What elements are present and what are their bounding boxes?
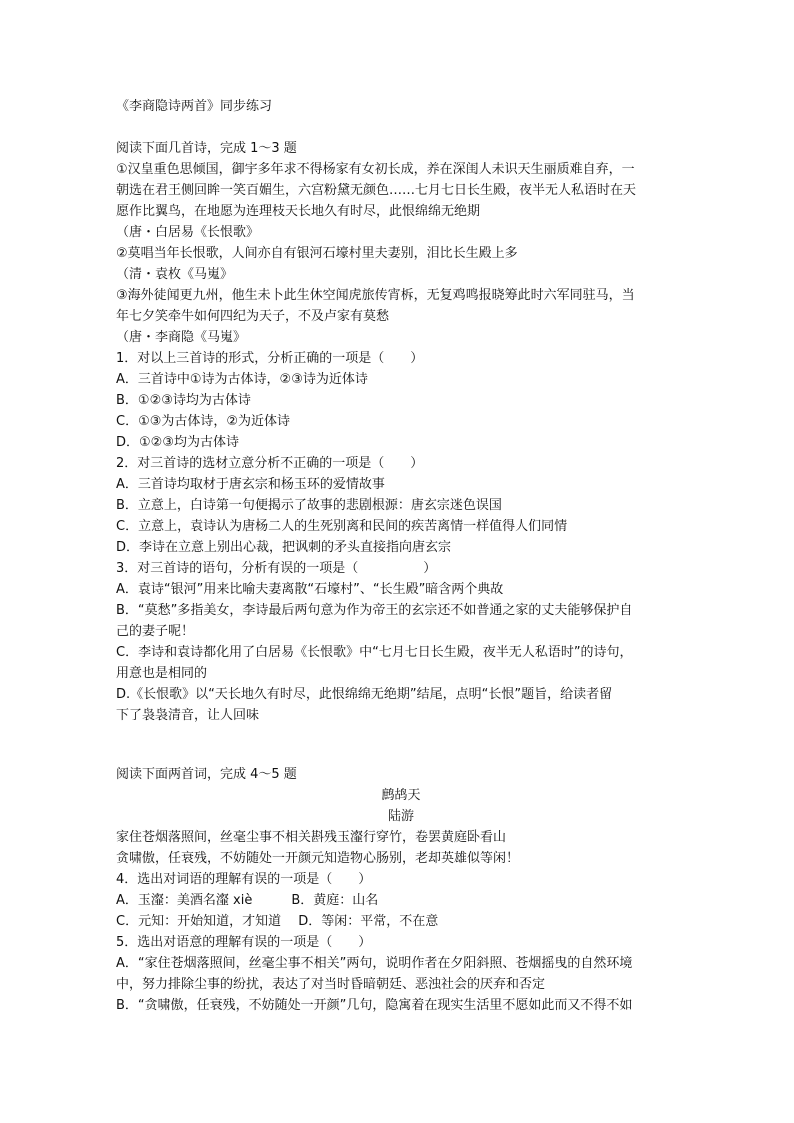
question-3-option: A．袁诗“银河”用来比喻夫妻离散“石壕村”、“长生殿”暗含两个典故 bbox=[116, 582, 504, 597]
question-1-stem: 1．对以上三首诗的形式，分析正确的一项是（ ） bbox=[116, 351, 424, 366]
question-4-options: A．玉瀣：美酒名瀣 xiè B．黄庭：山名 bbox=[116, 893, 379, 908]
question-1-option: B．①②③诗均为古体诗 bbox=[116, 393, 251, 408]
poem3-source: （唐・李商隐《马嵬》 bbox=[116, 330, 247, 345]
question-3-option: C．李诗和袁诗都化用了白居易《长恨歌》中“七月七日长生殿，夜半无人私语时”的诗句， bbox=[116, 645, 633, 660]
question-1-option: D．①②③均为古体诗 bbox=[116, 435, 239, 450]
question-3-option: D.《长恨歌》以“天长地久有时尽，此恨绵绵无绝期”结尾，点明“长恨”题旨，给读者留 bbox=[116, 687, 613, 702]
poem-line: 家住苍烟落照间，丝毫尘事不相关斟残玉瀣行穿竹，卷罢黄庭卧看山 bbox=[116, 830, 507, 845]
poem1-line: 愿作比翼鸟，在地愿为连理枝天长地久有时尽，此恨绵绵无绝期 bbox=[116, 204, 481, 219]
section1-instruction: 阅读下面几首诗，完成 1～3 题 bbox=[116, 141, 297, 156]
poem-line: 贪啸傲，任衰残，不妨随处一开颜元知造物心肠别，老却英雄似等闲！ bbox=[116, 851, 520, 866]
section2-instruction: 阅读下面两首词，完成 4～5 题 bbox=[116, 767, 297, 782]
poem2-line: ②莫唱当年长恨歌，人间亦自有银河石壕村里夫妻别，泪比长生殿上多 bbox=[116, 246, 518, 261]
question-2-option: A．三首诗均取材于唐玄宗和杨玉环的爱情故事 bbox=[116, 477, 385, 492]
poem2-source: （清・袁枚《马嵬》 bbox=[116, 267, 234, 282]
poem1-line: 朝选在君王侧回眸一笑百媚生，六宫粉黛无颜色……七月七日长生殿，夜半无人私语时在天 bbox=[116, 183, 637, 198]
poem-title: 鹧鸪天 bbox=[381, 788, 421, 803]
question-2-option: D．李诗在立意上别出心裁，把讽刺的矛头直接指向唐玄宗 bbox=[116, 540, 452, 555]
question-5-option: A．“家住苍烟落照间，丝毫尘事不相关”两句，说明作者在夕阳斜照、苍烟摇曳的自然环境 bbox=[116, 956, 633, 971]
question-4-stem: 4．选出对词语的理解有误的一项是（ ） bbox=[116, 872, 372, 887]
question-3-option-cont: 下了袅袅清音，让人回味 bbox=[116, 708, 260, 723]
poem1-line: ①汉皇重色思倾国，御宇多年求不得杨家有女初长成，养在深闺人未识天生丽质难自弃，一 bbox=[116, 162, 635, 177]
poem1-source: （唐・白居易《长恨歌》 bbox=[116, 225, 260, 240]
question-1-option: C．①③为古体诗，②为近体诗 bbox=[116, 414, 291, 429]
question-5-option-cont: 中，努力排除尘事的纷扰，表达了对当时昏暗朝廷、恶浊社会的厌弃和否定 bbox=[116, 977, 546, 992]
question-3-option-cont: 用意也是相同的 bbox=[116, 666, 208, 681]
question-3-option: B．“莫愁”多指美女，李诗最后两句意为作为帝王的玄宗还不如普通之家的丈夫能够保护自 bbox=[116, 603, 633, 618]
poem3-line: ③海外徒闻更九州，他生未卜此生休空闻虎旅传宵柝，无复鸡鸣报晓筹此时六军同驻马，当 bbox=[116, 288, 635, 303]
question-2-option: C．立意上，袁诗认为唐杨二人的生死别离和民间的疾苦离情一样值得人们同情 bbox=[116, 519, 568, 534]
poem3-line: 年七夕笑牵牛如何四纪为天子，不及卢家有莫愁 bbox=[116, 309, 390, 324]
document-title: 《李商隐诗两首》同步练习 bbox=[116, 99, 273, 114]
question-5-option: B．“贪啸傲，任衰残，不妨随处一开颜”几句，隐寓着在现实生活里不愿如此而又不得不如 bbox=[116, 998, 633, 1013]
question-3-stem: 3．对三首诗的语句，分析有误的一项是（ ） bbox=[116, 561, 437, 576]
question-2-option: B．立意上，白诗第一句便揭示了故事的悲剧根源：唐玄宗迷色误国 bbox=[116, 498, 502, 513]
question-4-options: C．元知：开始知道，才知道 D．等闲：平常，不在意 bbox=[116, 914, 439, 929]
question-3-option-cont: 己的妻子呢！ bbox=[116, 624, 195, 639]
question-1-option: A．三首诗中①诗为古体诗，②③诗为近体诗 bbox=[116, 372, 368, 387]
question-2-stem: 2．对三首诗的选材立意分析不正确的一项是（ ） bbox=[116, 456, 424, 471]
question-5-stem: 5．选出对语意的理解有误的一项是（ ） bbox=[116, 935, 372, 950]
poem-author: 陆游 bbox=[387, 809, 414, 824]
